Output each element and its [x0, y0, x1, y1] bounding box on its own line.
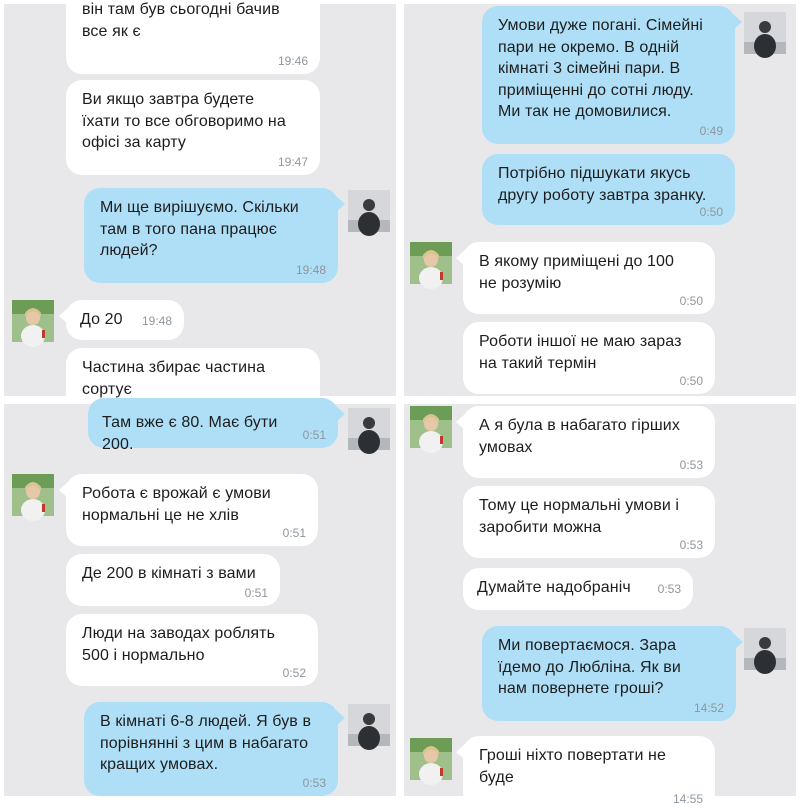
message-time: 0:50: [679, 294, 703, 308]
message-time: 0:50: [699, 205, 723, 219]
woman-avatar-icon[interactable]: [410, 242, 452, 284]
message-time: 0:53: [679, 458, 703, 472]
message-bubble-incoming[interactable]: [66, 554, 280, 606]
message-text: Де 200 в кімнаті з вами: [82, 565, 256, 582]
woman-avatar-icon[interactable]: [410, 406, 452, 448]
message-time: 0:50: [679, 374, 703, 388]
chat-panel[interactable]: [404, 4, 796, 396]
message-bubble-outgoing[interactable]: [482, 154, 735, 225]
message-text: В якому приміщені до 100 не розумію: [479, 253, 675, 292]
message-time: 0:53: [302, 776, 326, 790]
message-bubble-incoming[interactable]: [463, 736, 715, 808]
message-text: В кімнаті 6-8 людей. Я був в порівнянні з цим в набагато кращих умовах.: [100, 713, 312, 773]
message-time: 0:51: [302, 428, 326, 442]
message-text: Умови дуже погані. Сімейні пари не окремо. В одній кімнаті 3 сімейні пари. В приміщенні до сотні люду. Ми так не домовилися.: [498, 17, 703, 120]
message-time: 19:48: [295, 263, 326, 277]
man-avatar-icon[interactable]: [348, 408, 390, 450]
message-time: 19:48: [141, 314, 172, 328]
message-time: 14:52: [693, 701, 724, 715]
message-bubble-incoming[interactable]: [463, 406, 715, 478]
message-time: 19:46: [277, 54, 308, 68]
message-time: 19:47: [277, 155, 308, 169]
message-bubble-incoming[interactable]: [66, 614, 318, 686]
message-bubble-incoming[interactable]: [66, 80, 320, 175]
message-text: Думайте надобраніч: [477, 579, 631, 596]
man-avatar-icon[interactable]: [744, 12, 786, 54]
message-time: 0:51: [244, 586, 268, 600]
message-bubble-incoming[interactable]: [66, 474, 318, 546]
message-bubble-incoming[interactable]: [463, 322, 715, 394]
chat-panel[interactable]: [4, 1, 396, 398]
message-text: Ми повертаємося. Зара їдемо до Любліна. Як ви нам повернете гроші?: [498, 637, 681, 697]
message-bubble-incoming[interactable]: [66, 300, 184, 340]
message-bubble-incoming[interactable]: [463, 486, 715, 558]
message-time: 0:53: [679, 538, 703, 552]
message-bubble-outgoing[interactable]: [482, 6, 735, 144]
message-text: Ми ще вирішуємо. Скільки там в того пана працює людей?: [100, 199, 299, 259]
message-bubble-outgoing[interactable]: [482, 626, 736, 721]
message-text: Люди на заводах роблять 500 і нормально: [82, 625, 276, 664]
woman-avatar-icon[interactable]: [410, 738, 452, 780]
message-bubble-outgoing[interactable]: [84, 188, 338, 283]
message-text: Потрібно підшукати якусь другу роботу завтра зранку.: [498, 165, 707, 204]
message-bubble-incoming[interactable]: [463, 242, 715, 314]
message-bubble-outgoing[interactable]: [84, 702, 338, 796]
message-text: Ви якщо завтра будете їхати то все обговоримо на офісі за карту: [82, 91, 286, 151]
chat-panel[interactable]: [4, 404, 396, 796]
chat-panel[interactable]: [404, 404, 796, 806]
message-text: Там вже є 80. Має бути 200.: [102, 414, 278, 453]
message-text: А я була в набагато гірших умовах: [479, 417, 680, 456]
message-text: До 20: [80, 311, 123, 328]
man-avatar-icon[interactable]: [744, 628, 786, 670]
message-bubble-incoming[interactable]: [66, 0, 320, 74]
woman-avatar-icon[interactable]: [12, 474, 54, 516]
message-time: 0:49: [699, 124, 723, 138]
message-text: він там був сьогодні бачив все як є: [82, 1, 280, 40]
message-bubble-outgoing[interactable]: [88, 398, 338, 453]
woman-avatar-icon[interactable]: [12, 300, 54, 342]
man-avatar-icon[interactable]: [348, 704, 390, 746]
message-time: 14:55: [672, 792, 703, 806]
man-avatar-icon[interactable]: [348, 190, 390, 232]
message-text: Частина збирає частина сортує: [82, 359, 266, 398]
message-bubble-incoming[interactable]: [463, 568, 693, 610]
message-text: Роботи іншої не маю зараз на такий термін: [479, 333, 682, 372]
message-text: Тому це нормальні умови і заробити можна: [479, 497, 680, 536]
message-time: 0:53: [657, 582, 681, 596]
message-text: Гроші ніхто повертати не буде: [479, 747, 666, 786]
message-time: 0:52: [282, 666, 306, 680]
message-time: 0:51: [282, 526, 306, 540]
message-text: Робота є врожай є умови нормальні це не хлів: [82, 485, 271, 524]
